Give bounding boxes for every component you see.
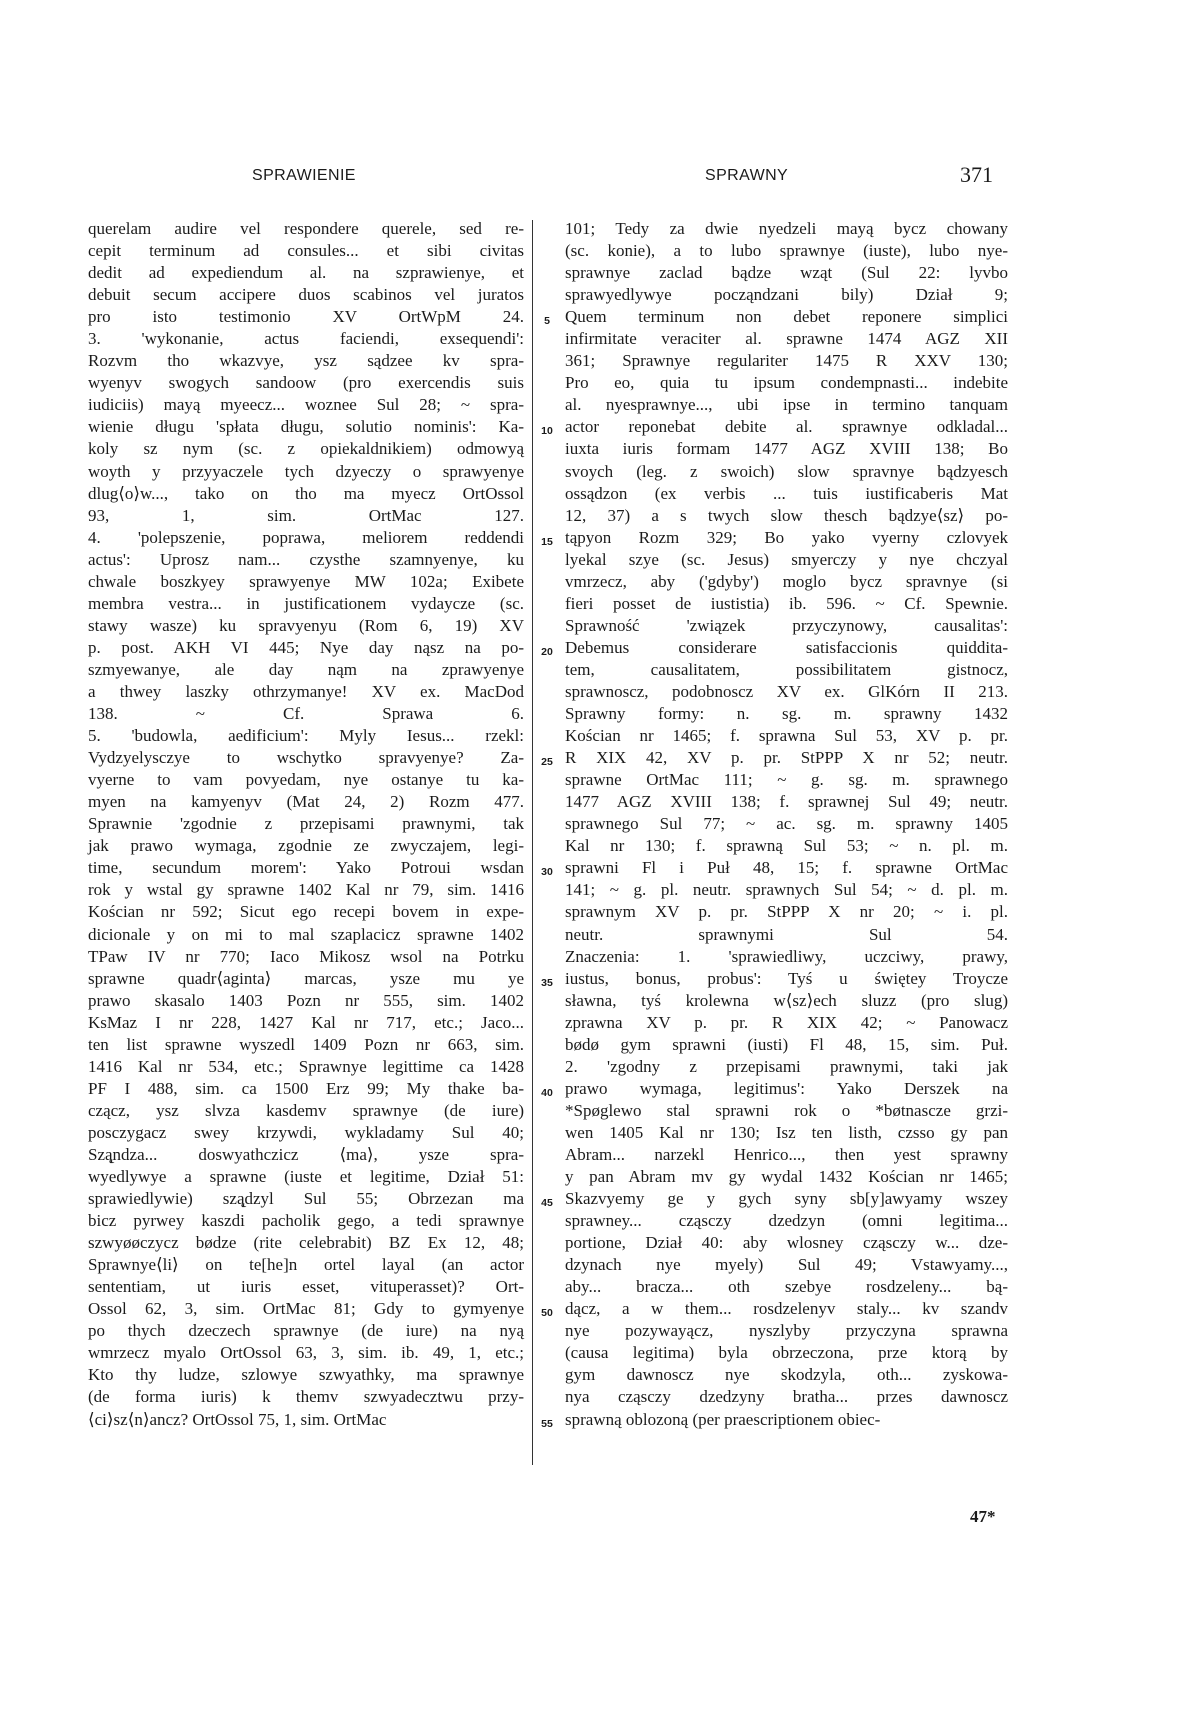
line-number: 5 xyxy=(544,315,550,328)
line-number: 40 xyxy=(541,1086,553,1099)
text-line: 93, 1, sim. OrtMac 127. xyxy=(88,505,524,525)
text-line: iustus, bonus, probus': Tyś u świętey Troycze xyxy=(565,968,1008,988)
text-line: pro isto testimonio XV OrtWpM 24. xyxy=(88,307,524,327)
text-line: jak prawo wymaga, zgodnie ze zwyczajem, legi- xyxy=(88,836,524,856)
text-line: Abram... narzekl Henrico..., then yest sprawny xyxy=(565,1144,1008,1164)
line-number: 20 xyxy=(541,645,553,658)
text-line: 361; Sprawnye regulariter 1475 R XXV 130; xyxy=(565,351,1008,371)
text-line: dlug⟨o⟩w..., tako on tho ma myecz OrtOssol xyxy=(88,483,524,503)
text-line: iuxta iuris formam 1477 AGZ XVIII 138; Bo xyxy=(565,439,1008,459)
text-line: (sc. konie), a to lubo sprawnye (iuste), lubo nye- xyxy=(565,241,1008,261)
text-line: sławna, tyś krolewna w⟨sz⟩ech sluzz (pro slug) xyxy=(565,990,1008,1010)
text-line: TPaw IV nr 770; Iaco Mikosz wsol na Potrku xyxy=(88,946,524,966)
right-column xyxy=(565,218,1008,1431)
text-line: wyedlywye a sprawne (iuste et legitime, Dział 51: xyxy=(88,1167,524,1187)
text-line: portione, Dział 40: aby wlosney cząsczy w... dze- xyxy=(565,1233,1008,1253)
text-line: bicz pyrwey kaszdi pacholik gego, a tedi sprawnye xyxy=(88,1211,524,1231)
text-line: time, secundum morem': Yako Potroui wsdan xyxy=(88,858,524,878)
text-line: *Spøglewo stal sprawni rok o *bøtnascze grzi- xyxy=(565,1100,1008,1120)
text-line: sprawyedlywye począndzani bily) Dział 9; xyxy=(565,285,1008,305)
text-line: Vydzyelysczye to wschytko spravyenye? Za- xyxy=(88,748,524,768)
page-number: 371 xyxy=(960,162,993,187)
line-number: 15 xyxy=(541,535,553,548)
text-line: dzynach nye myely) Sul 49; Vstawyamy..., xyxy=(565,1255,1008,1275)
text-line: gym dawnoscz nye skodzyla, oth... zyskowa- xyxy=(565,1365,1008,1385)
text-line: fieri posset de iustistia) ib. 596. ~ Cf. Spewnie. xyxy=(565,593,1008,613)
text-line: Kto thy ludze, szlowye szwyathky, ma sprawnye xyxy=(88,1365,524,1385)
text-line: sprawney... cząsczy dzedzyn (omni legitima... xyxy=(565,1211,1008,1231)
signature-mark: 47* xyxy=(970,1507,996,1526)
left-column xyxy=(88,218,524,1431)
text-line: nye pozywayącz, nyszlyby przyczyna sprawna xyxy=(565,1321,1008,1341)
text-line: actor reponebat debite al. sprawnye odkladal... xyxy=(565,417,1008,437)
text-line: wyenyv swogych sandoow (pro exercendis suis xyxy=(88,373,524,393)
text-line: 138. ~ Cf. Sprawa 6. xyxy=(88,704,524,724)
text-line: infirmitate veraciter al. sprawne 1474 AGZ XII xyxy=(565,329,1008,349)
text-line: szwyøøczycz bødze (rite celebrabit) BZ Ex 12, 48; xyxy=(88,1233,524,1253)
text-line: koly sz nym (sc. z opiekaldnikiem) odmowyą xyxy=(88,439,524,459)
text-line: 5. 'budowla, aedificium': Myly Iesus... rzekl: xyxy=(88,726,524,746)
line-number: 25 xyxy=(541,756,553,769)
running-head-right: SPRAWNY xyxy=(705,167,789,184)
line-number: 55 xyxy=(541,1417,553,1430)
text-line: Sprawnie 'zgodnie z przepisami prawnymi, tak xyxy=(88,814,524,834)
text-line: Kościan nr 592; Sicut ego recepi bovem in expe- xyxy=(88,902,524,922)
text-line: chwale boszkyey sprawyenye MW 102a; Exibete xyxy=(88,571,524,591)
text-line: lyekal szye (sc. Jesus) smyerczy y nye chczyal xyxy=(565,549,1008,569)
text-line: aby... bracza... oth szebye rosdzeleny... bą- xyxy=(565,1277,1008,1297)
text-line: wienie długu 'spłata długu, solutio nominis': Ka- xyxy=(88,417,524,437)
text-line: Pro eo, quia tu ipsum condempnasti... indebite xyxy=(565,373,1008,393)
line-number: 50 xyxy=(541,1307,553,1320)
line-number: 45 xyxy=(541,1197,553,1210)
text-line: PF I 488, sim. ca 1500 Erz 99; My thake ba- xyxy=(88,1078,524,1098)
text-line: szmyewanye, ale day nąm na zprawyenye xyxy=(88,659,524,679)
text-line: sprawni Fl i Puł 48, 15; f. sprawne OrtMac xyxy=(565,858,1008,878)
text-line: Ossol 62, 3, sim. OrtMac 81; Gdy to gymyenye xyxy=(88,1299,524,1319)
text-line: nya cząsczy dzedzyny bratha... przes dawnoscz xyxy=(565,1387,1008,1407)
text-line: Rozvm tho wkazvye, ysz sądzee kv spra- xyxy=(88,351,524,371)
text-line: Debemus considerare satisfaccionis quiddita- xyxy=(565,637,1008,657)
text-line: Sprawny formy: n. sg. m. sprawny 1432 xyxy=(565,704,1008,724)
text-line: Kal nr 130; f. sprawną Sul 53; ~ n. pl. m. xyxy=(565,836,1008,856)
text-line: (causa legitima) byla obrzeczona, prze ktorą by xyxy=(565,1343,1008,1363)
text-line: Sprawność 'związek przyczynowy, causalitas': xyxy=(565,615,1008,635)
text-line: y pan Abram mv gy wydal 1432 Kościan nr 1465; xyxy=(565,1167,1008,1187)
text-line: 1416 Kal nr 534, etc.; Sprawnye legittime ca 1428 xyxy=(88,1056,524,1076)
text-line: 4. 'polepszenie, poprawa, meliorem reddendi xyxy=(88,527,524,547)
text-line: neutr. sprawnymi Sul 54. xyxy=(565,924,1008,944)
running-head-left: SPRAWIENIE xyxy=(252,167,356,184)
text-line: iudiciis) mayą myeecz... woznee Sul 28; ~ spra- xyxy=(88,395,524,415)
text-line: wmrzecz myalo OrtOssol 63, 3, sim. ib. 49, 1, etc.; xyxy=(88,1343,524,1363)
text-line: woyth y przyyaczele tych dzyeczy o sprawyenye xyxy=(88,461,524,481)
text-line: actus': Uprosz nam... czysthe szamnyenye, ku xyxy=(88,549,524,569)
line-number: 30 xyxy=(541,866,553,879)
text-line: svoych (leg. z swoich) slow spravnye bądzyesch xyxy=(565,461,1008,481)
text-line: Sprawnye⟨li⟩ on te[he]n ortel layal (an actor xyxy=(88,1255,524,1275)
text-line: KsMaz I nr 228, 1427 Kal nr 717, etc.; Jaco... xyxy=(88,1012,524,1032)
text-line: 2. 'zgodny z przepisami prawnymi, taki jak xyxy=(565,1056,1008,1076)
text-line: bødø gym sprawni (iusti) Fl 48, 15, sim. Puł. xyxy=(565,1034,1008,1054)
text-line: Quem terminum non debet reponere simplici xyxy=(565,307,1008,327)
text-line: wen 1405 Kal nr 130; Isz ten listh, czsso gy pan xyxy=(565,1122,1008,1142)
text-line: R XIX 42, XV p. pr. StPPP X nr 52; neutr. xyxy=(565,748,1008,768)
text-line: sprawiedlywie) szą̨dzyl Sul 55; Obrzezan ma xyxy=(88,1189,524,1209)
text-line: sprawne quadr⟨aginta⟩ marcas, ysze mu ye xyxy=(88,968,524,988)
text-line: sprawnym XV p. pr. StPPP X nr 20; ~ i. pl. xyxy=(565,902,1008,922)
text-line: 141; ~ g. pl. neutr. sprawnych Sul 54; ~ d. pl. m. xyxy=(565,880,1008,900)
text-line: zprawna XV p. pr. R XIX 42; ~ Panowacz xyxy=(565,1012,1008,1032)
text-line: 12, 37) a s twych slow thesch bądzye⟨sz⟩ po- xyxy=(565,505,1008,525)
text-line: cepit terminum ad consules... et sibi civitas xyxy=(88,241,524,261)
line-number: 35 xyxy=(541,976,553,989)
text-line: ⟨ci⟩sz⟨n⟩ancz? OrtOssol 75, 1, sim. OrtMac xyxy=(88,1409,387,1429)
text-line: Szą̨ndza... doswyathczicz ⟨ma⟩, ysze spra- xyxy=(88,1144,524,1164)
text-line: tąpyon Rozm 329; Bo yako vyerny czlovyek xyxy=(565,527,1008,547)
text-line: sprawną oblozoną (per praescriptionem obiec- xyxy=(565,1409,881,1429)
text-line: (de forma iuris) k themv szwyadecztwu przy- xyxy=(88,1387,524,1407)
text-line: posczygacz swey krzywdi, wykladamy Sul 40; xyxy=(88,1122,524,1142)
text-line: 1477 AGZ XVIII 138; f. sprawnej Sul 49; neutr. xyxy=(565,792,1008,812)
text-line: Znaczenia: 1. 'sprawiedliwy, uczciwy, prawy, xyxy=(565,946,1008,966)
text-line: sprawnye zaclad bądze wząt (Sul 22: lyvbo xyxy=(565,263,1008,283)
line-number: 10 xyxy=(541,425,553,438)
text-line: stawy wasze) ku spravyenyu (Rom 6, 19) XV xyxy=(88,615,524,635)
text-line: sententiam, ut iuris esset, vituperasset)? Ort- xyxy=(88,1277,524,1297)
text-line: 101; Tedy za dwie nyedzeli mayą bycz chowany xyxy=(565,219,1008,238)
text-line: sprawne OrtMac 111; ~ g. sg. m. sprawnego xyxy=(565,770,1008,790)
text-line: 3. 'wykonanie, actus faciendi, exsequendi': xyxy=(88,329,524,349)
text-line: dicionale y on mi to mal szaplacicz sprawne 1402 xyxy=(88,924,524,944)
text-line: debuit secum accipere duos scabinos vel juratos xyxy=(88,285,524,305)
text-line: ten list sprawne wyszedl 1409 Pozn nr 663, sim. xyxy=(88,1034,524,1054)
text-line: tem, causalitatem, possibilitatem gistnocz, xyxy=(565,659,1008,679)
text-line: Kościan nr 1465; f. sprawna Sul 53, XV p. pr. xyxy=(565,726,1008,746)
text-line: al. nyesprawnye..., ubi ipse in termino tanquam xyxy=(565,395,1008,415)
column-divider xyxy=(532,220,533,1465)
text-line: po thych dzeczech sprawnye (de iure) na nyą xyxy=(88,1321,524,1341)
text-line: cząсz, ysz slvza kasdemv sprawnye (de iure) xyxy=(88,1100,524,1120)
text-line: myen na kamyenyv (Mat 24, 2) Rozm 477. xyxy=(88,792,524,812)
text-line: ossądzon (ex verbis ... tuis iustificaberis Mat xyxy=(565,483,1008,503)
text-line: sprawnego Sul 77; ~ ac. sg. m. sprawny 1405 xyxy=(565,814,1008,834)
text-line: vmrzecz, aby ('gdyby') moglo bycz spravnye (si xyxy=(565,571,1008,591)
text-line: Skazvyemy ge y gych syny sb[y]awyamy wszey xyxy=(565,1189,1008,1209)
text-line: prawo skasalo 1403 Pozn nr 555, sim. 1402 xyxy=(88,990,524,1010)
text-line: prawo wymaga, legitimus': Yako Derszek na xyxy=(565,1078,1008,1098)
text-line: rok y wstal gy sprawne 1402 Kal nr 79, sim. 1416 xyxy=(88,880,524,900)
text-line: querelam audire vel respondere querele, sed re- xyxy=(88,219,524,238)
text-line: dącz, a w them... rosdzelenyv staly... kv szandv xyxy=(565,1299,1008,1319)
text-line: sprawnoscz, podobnoscz XV ex. GlKórn II 213. xyxy=(565,681,1008,701)
text-line: vyerne to vam povyedam, nye ostanye tu ka- xyxy=(88,770,524,790)
text-line: membra vestra... in justificationem vydaycze (sc. xyxy=(88,593,524,613)
text-line: p. post. AKH VI 445; Nye day nąsz na po- xyxy=(88,637,524,657)
text-line: dedit ad expediendum al. na szprawienye, et xyxy=(88,263,524,283)
text-line: a thwey laszky othrzymanye! XV ex. MacDod xyxy=(88,681,524,701)
